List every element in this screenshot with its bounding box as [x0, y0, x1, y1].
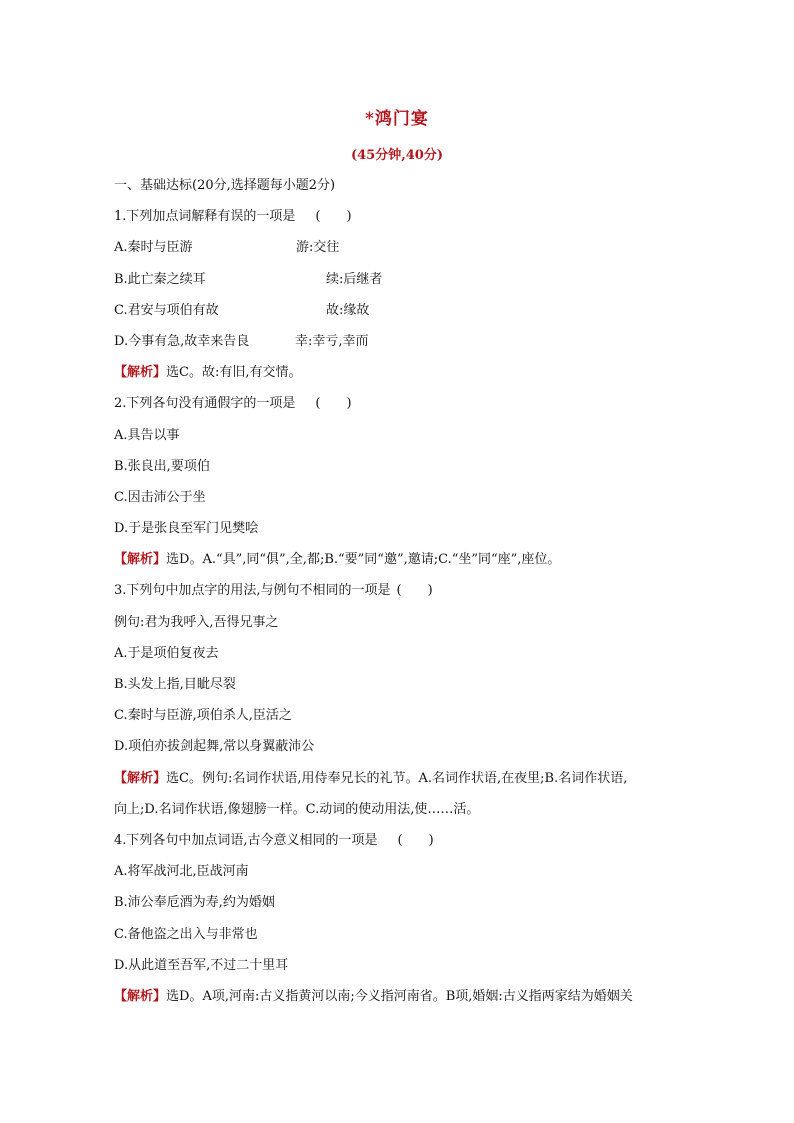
option-text: D.今事有急,故幸来告良 [114, 333, 250, 349]
question-1-text: 1.下列加点词解释有误的一项是 [114, 209, 296, 225]
option-gloss: 幸:幸亏,幸而 [295, 333, 369, 349]
question-4-analysis [114, 987, 694, 1018]
question-2-option-b: B.张良出,要项伯 [114, 458, 210, 474]
option-gloss: 故:缘故 [326, 302, 370, 318]
question-4-text: 4.下列各句中加点词语,古今意义相同的一项是 [114, 832, 378, 848]
question-4-option-c: C.备他盗之出入与非常也 [114, 926, 258, 942]
question-2-text: 2.下列各句没有通假字的一项是 [114, 396, 296, 412]
analysis-tag: 【解析】 [114, 988, 167, 1004]
question-2-option-d: D.于是张良至军门见樊哙 [114, 521, 259, 537]
question-1-option-a [114, 238, 694, 269]
question-3-text: 3.下列句中加点字的用法,与例句不相同的一项是 [114, 583, 391, 599]
question-4-stem [114, 831, 694, 862]
question-3-analysis [114, 769, 694, 800]
question-3-analysis-continued: 向上;D.名词作状语,像翅膀一样。C.动词的使动用法,使……活。 [114, 801, 480, 817]
option-gloss: 游:交往 [296, 240, 340, 256]
answer-blank: ( ) [397, 832, 434, 848]
analysis-text: 选D。A项,河南:古义指黄河以南;今义指河南省。B项,婚姻:古义指两家结为婚姻关 [166, 988, 633, 1004]
analysis-tag: 【解析】 [114, 770, 167, 786]
document-body [114, 176, 694, 1018]
analysis-text: 选C。例句:名词作状语,用侍奉兄长的礼节。A.名词作状语,在夜里;B.名词作状语, [166, 770, 628, 786]
question-2-option-c: C.因击沛公于坐 [114, 489, 206, 505]
question-3-option-b: B.头发上指,目眦尽裂 [114, 677, 236, 692]
answer-blank: ( ) [315, 396, 352, 412]
question-1-option-c [114, 301, 694, 332]
option-text: B.此亡秦之续耳 [114, 271, 206, 287]
page-title: *鸿门宴 [365, 109, 429, 129]
question-3-option-d: D.项伯亦拔剑起舞,常以身翼蔽沛公 [114, 739, 315, 755]
question-4-option-d: D.从此道至吾军,不过二十里耳 [114, 957, 289, 973]
question-2-analysis [114, 550, 694, 581]
option-text: C.君安与项伯有故 [114, 302, 219, 318]
analysis-tag: 【解析】 [114, 552, 167, 568]
question-3-example: 例句:君为我呼入,吾得兄事之 [114, 614, 279, 630]
question-2-option-a: A.具告以事 [114, 427, 180, 443]
analysis-text: 选D。A.“具”,同“俱”,全,都;B.“要”同“邀”,邀请;C.“坐”同“座”,座位。 [166, 552, 561, 568]
analysis-tag: 【解析】 [114, 365, 167, 381]
question-1-stem [114, 207, 694, 238]
question-3-option-c: C.秦时与臣游,项伯杀人,臣活之 [114, 708, 292, 724]
question-4-option-b: B.沛公奉卮酒为寿,约为婚姻 [114, 895, 275, 911]
analysis-text: 选C。故:有旧,有交情。 [166, 365, 302, 381]
question-3-stem [114, 581, 694, 612]
option-text: A.秦时与臣游 [114, 240, 193, 256]
answer-blank: ( ) [315, 209, 352, 225]
answer-blank: ( ) [396, 583, 433, 599]
question-3-option-a: A.于是项伯复夜去 [114, 645, 219, 661]
question-1-option-b [114, 270, 694, 301]
section-heading: 一、基础达标(20分,选择题每小题2分) [114, 178, 336, 193]
page-subtitle: (45分钟,40分) [350, 148, 443, 163]
option-gloss: 续:后继者 [326, 271, 383, 287]
question-1-analysis [114, 363, 694, 394]
question-1-option-d [114, 332, 694, 363]
question-4-option-a: A.将军战河北,臣战河南 [114, 864, 249, 880]
question-2-stem [114, 394, 694, 425]
